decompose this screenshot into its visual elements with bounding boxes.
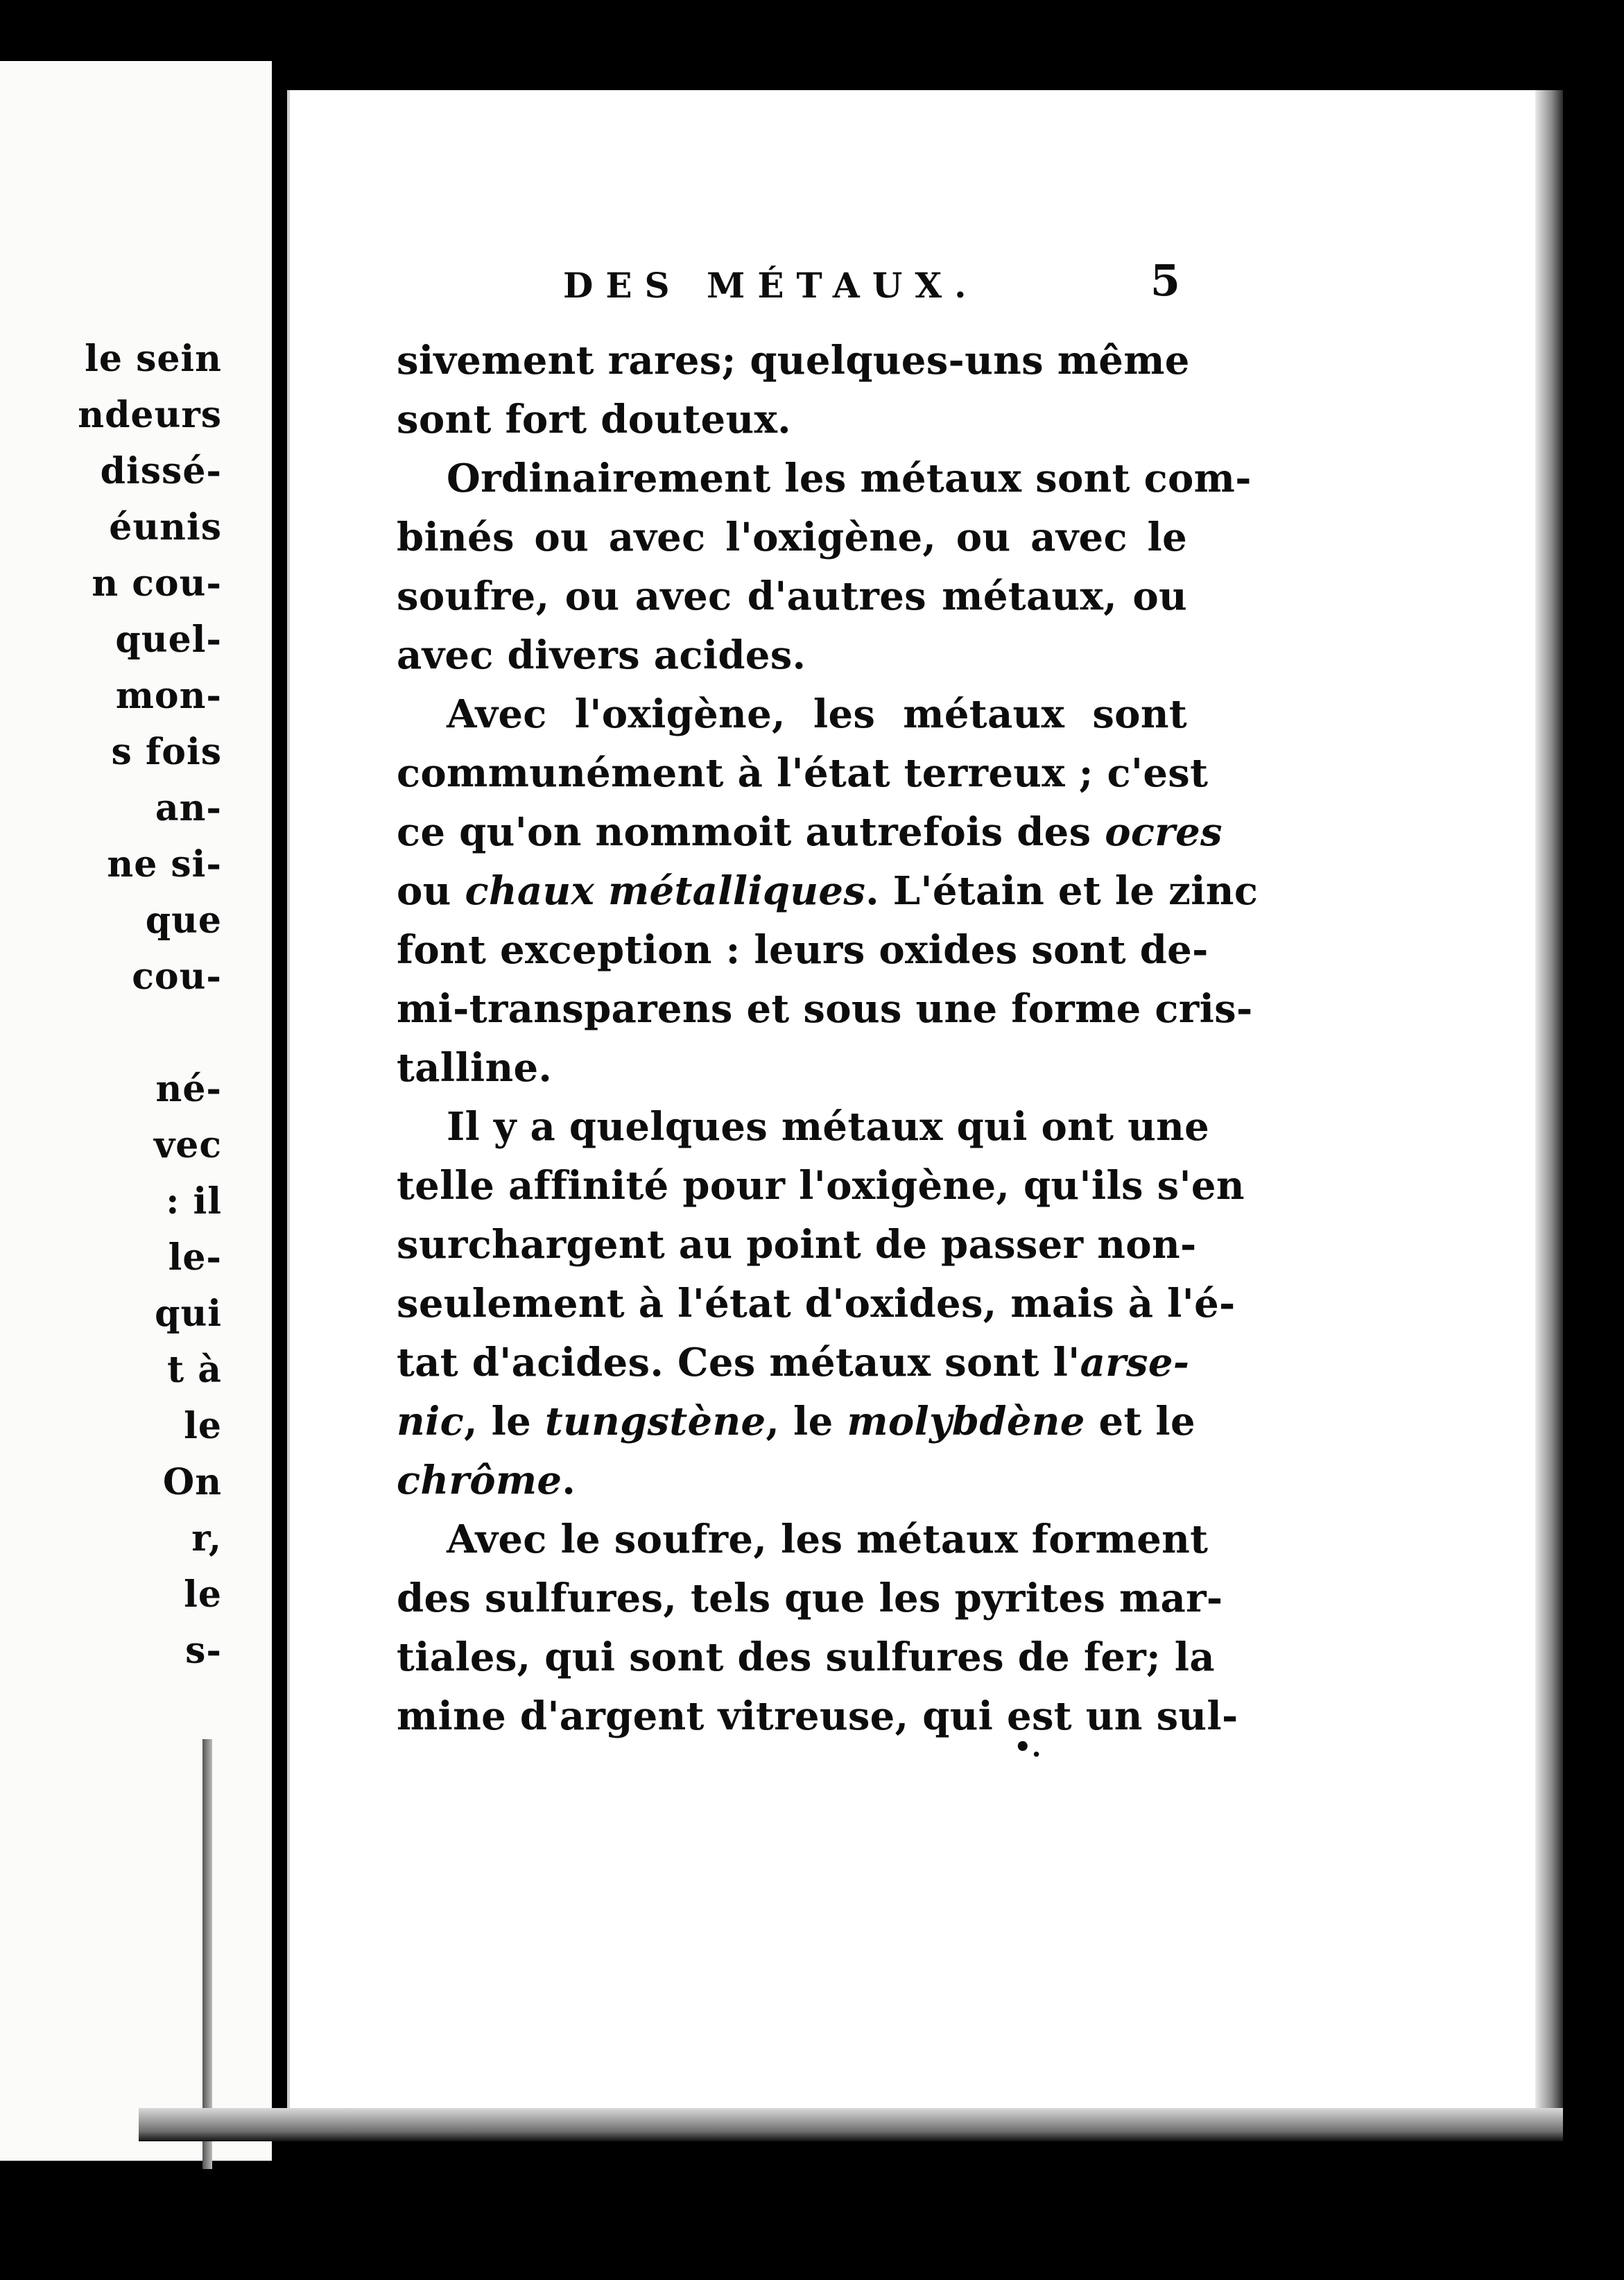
text-line: mi-transparens et sous une forme cris- [397,986,1253,1032]
text-line: telle affinité pour l'oxigène, qu'ils s'en [397,1163,1245,1209]
text-line: sont fort douteux. [397,397,791,442]
left-page-fragment: le [184,1573,222,1616]
text-line: Avec le soufre, les métaux forment [447,1517,1209,1562]
left-page-fragment: le [184,1405,222,1447]
left-page-fragment: s fois [111,731,222,773]
left-page-fragment: que [145,899,222,942]
italic-term: tungstène [544,1399,766,1444]
text-line [397,1392,1195,1451]
left-page-fragment: né- [155,1068,222,1110]
left-page-fragment: le sein [85,338,222,380]
left-page-fragment: vec [154,1124,222,1166]
page-edge [1535,90,1563,2108]
text-line: communément à l'état terreux ; c'est [397,750,1209,796]
page-bottom-edge [139,2108,1563,2141]
left-page-fragment: ne si- [107,843,222,886]
text-run: , le [766,1399,847,1444]
left-page-fragment: t à [167,1349,222,1391]
body-text [397,331,1259,1746]
left-page-fragment: dissé- [100,450,222,492]
text-line [397,803,1223,862]
text-line: des sulfures, tels que les pyrites mar- [397,1575,1223,1621]
text-run: . L'étain et le zinc [865,868,1259,914]
left-page-fragment: ndeurs [78,394,222,436]
text-run: . [562,1458,576,1503]
text-run: , le [464,1399,545,1444]
text-line: font exception : leurs oxides sont de- [397,927,1209,973]
text-line: seulement à l'état d'oxides, mais à l'é- [397,1281,1236,1327]
text-line: soufre, ou avec d'autres métaux, ou [397,573,1187,619]
text-line: mine d'argent vitreuse, qui est un sul- [397,1693,1238,1739]
left-page-fragment: quel- [115,619,222,661]
text-run: ou [397,868,465,914]
left-page-fragment: On [162,1461,222,1503]
page-number: 5 [1150,255,1180,306]
left-page-fragment: cou- [132,956,222,998]
left-page-fragment: : il [166,1180,222,1223]
text-line: Ordinairement les métaux sont com- [447,456,1252,501]
text-line: talline. [397,1045,553,1091]
running-head: DES MÉTAUX. [563,265,979,306]
left-page-fragment: n cou- [92,562,222,605]
text-line: binés ou avec l'oxigène, ou avec le [397,515,1187,560]
text-run: ce qu'on nommoit autrefois des [397,809,1105,855]
text-line [397,862,1259,921]
left-page-fragment: qui [155,1293,222,1335]
text-line: sivement rares; quelques-uns même [397,338,1190,383]
text-line: tiales, qui sont des sulfures de fer; la [397,1634,1215,1680]
text-run: tat d'acides. Ces métaux sont l' [397,1340,1080,1385]
left-page-fragment: s- [185,1630,222,1672]
italic-term: molybdène [847,1399,1085,1444]
italic-term: ocres [1105,809,1223,855]
left-page-fragment: an- [155,787,222,829]
italic-term: arse- [1080,1340,1190,1385]
text-line: Avec l'oxigène, les métaux sont [447,691,1187,737]
text-run: et le [1085,1399,1195,1444]
text-line: Il y a quelques métaux qui ont une [447,1104,1210,1150]
text-line [397,1451,1187,1510]
italic-term: chrôme [397,1458,562,1503]
left-page-fragment: mon- [115,675,222,717]
text-line [397,1333,1190,1392]
text-line: surchargent au point de passer non- [397,1222,1197,1268]
italic-term: chaux métalliques [465,868,866,914]
left-page-fragment: le- [168,1236,222,1279]
text-line: avec divers acides. [397,632,806,678]
gutter-shadow [202,1739,212,2169]
signature-mark: •. [1014,1731,1042,1763]
italic-term: nic [397,1399,464,1444]
left-page [0,61,272,2161]
page-header [563,255,1180,320]
left-page-fragment: éunis [109,506,222,549]
left-page-fragment: r, [191,1517,222,1560]
